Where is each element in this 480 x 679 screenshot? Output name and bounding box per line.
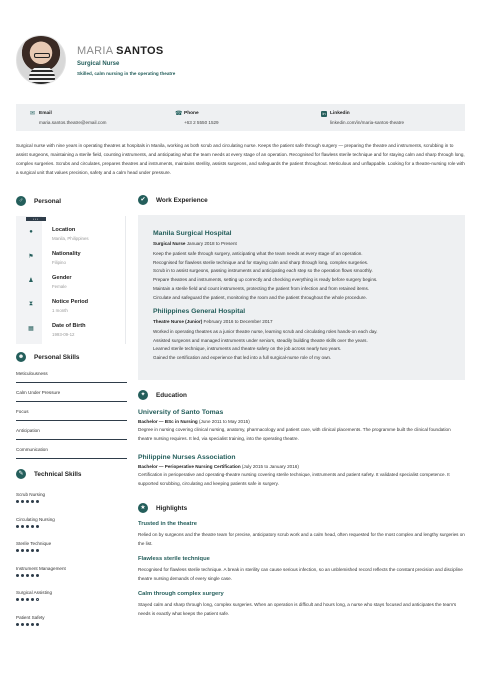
personal-label: Notice Period [52, 299, 89, 305]
resume-header [16, 35, 175, 85]
envelope-icon: ✉ [30, 111, 36, 117]
job-dates: February 2016 to December 2017 [203, 319, 273, 324]
education-entry [138, 409, 466, 443]
highlight-desc: Recognised for flawless sterile technique. A break in sterility can cause serious infection, so an unblemished record reflects the constant precision and discipline theatre nursing demands of every single case. [138, 567, 463, 581]
wrench-icon: ✎ [16, 469, 26, 479]
technical-skill-name: Circulating Nursing [16, 516, 55, 522]
skill-item: Anticipation [16, 426, 127, 440]
last-name: SANTOS [116, 44, 164, 57]
hourglass-icon: ⧗ [28, 301, 34, 307]
personal-item [22, 222, 126, 247]
degree-line [138, 419, 466, 424]
summary: Surgical nurse with nine years in operating theatres at hospitals in Manila, working as both scrub and circulating nurse. Keeps the patient safe through surgery — preparing the theatre and instruments, scrubbing in to assist surgeons, maintaining a sterile field, counting instruments, and anticipating what the team needs at every stage of an operation. Recognised for flawless sterile technique and for staying calm and sharp through long, complex surgeries. Scrubs and circulates, prepares theatres and instruments, maintains sterility, assists surgeons, and safeguards the patient throughout. Meticulous and unflappable. Looking for a theatre-nursing role with a surgical unit that values precision, safety and a calm head under pressure. [16, 143, 465, 175]
full-name [77, 45, 175, 57]
contact-linkedin [321, 111, 404, 125]
work-box [138, 215, 465, 380]
highlights-title: Highlights [156, 504, 188, 512]
skill-item: Focus [16, 407, 127, 421]
rating-dot-filled [16, 525, 19, 528]
highlight-item [138, 556, 466, 583]
company-name: Philippines General Hospital [153, 308, 246, 315]
degree-title: Bachelor — BSc in Nursing [138, 419, 198, 424]
flag-icon: ⚑ [28, 254, 34, 260]
technical-skill-name: Sterile Technique [16, 541, 52, 546]
rating-dot-filled [26, 574, 29, 577]
technical-skills-title: Technical Skills [34, 470, 82, 478]
name-block [77, 45, 175, 76]
school-name: Philippine Nurses Association [138, 454, 236, 461]
job-entry [153, 230, 458, 302]
highlight-desc: Stayed calm and sharp through long, complex surgeries. When an operation is difficult and hours long, a nurse who stays focused and anticipates the team's needs is exactly what keeps the patient safe. [138, 602, 457, 616]
technical-skill-name: Scrub Nursing [16, 492, 46, 497]
personal-item [22, 294, 126, 319]
highlight-title: Trusted in the theatre [138, 521, 197, 527]
contact-bar [16, 104, 465, 131]
phone-value[interactable]: +63 2 5550 1529 [184, 120, 219, 125]
highlight-title: Flawless sterile technique [138, 556, 210, 562]
skill-rating [16, 574, 127, 577]
technical-skill [16, 590, 127, 601]
personal-item [22, 246, 126, 271]
job-title: Surgical Nurse [77, 60, 120, 67]
rating-dot-filled [36, 500, 39, 503]
contact-phone [175, 111, 219, 125]
role-title: Surgical Nurse [153, 241, 186, 246]
contact-email [30, 111, 106, 125]
skill-rating [16, 500, 127, 503]
job-line: Maintain a sterile field and count instruments, protecting the patient from infection and from retained items. [153, 285, 370, 291]
personal-box [16, 216, 126, 344]
skill-rating [16, 623, 127, 626]
personal-value: Manila, Philippines [52, 236, 89, 241]
technical-skill-name: Instrument Management [16, 565, 66, 571]
skill-rating [16, 549, 127, 552]
role-title: Theatre Nurse (Junior) [153, 319, 203, 324]
skill-item: Meticulousness [16, 369, 127, 383]
degree-title: Bachelor — Perioperative Nursing Certification [138, 464, 241, 469]
work-heading [138, 195, 208, 205]
rating-dot-filled [26, 549, 29, 552]
highlights-heading [138, 503, 187, 513]
job-line: Circulate and safeguard the patient, monitoring the room and the patient throughout the whole procedure. [153, 294, 368, 300]
school-name: University of Santo Tomas [138, 409, 224, 416]
team-icon: ☻ [17, 354, 25, 360]
job-dates: January 2018 to Present [186, 241, 237, 246]
education-heading [138, 390, 187, 400]
personal-title: Personal [34, 197, 61, 205]
work-title: Work Experience [156, 196, 208, 204]
education-dates: (June 2011 to May 2015) [199, 419, 250, 424]
first-name: MARIA [77, 44, 113, 57]
job-line: Assisted surgeons and managed instruments under seniors, steadily building theatre skills over the years. [153, 337, 368, 343]
education-desc: Degree in nursing covering clinical nursing, anatomy, pharmacology and patient care, with clinical placements. The programme built the clinical foundation theatre nursing requires. It led, via specialist training, into the operating theatre. [138, 427, 451, 441]
highlight-desc: Relied on by surgeons and the theatre team for precise, anticipatory scrub work and a calm head, often requested for the most complex and lengthy surgeries on the list. [138, 532, 465, 546]
education-dates: (July 2015 to January 2016) [241, 464, 299, 469]
job-line: Recognised for flawless sterile technique and for staying calm and sharp through long, complex surgeries. [153, 259, 369, 265]
job-line: Scrub in to assist surgeons, passing instruments and anticipating each step so the operation flows smoothly. [153, 268, 373, 274]
email-label: Email [39, 111, 52, 116]
rating-dot-filled [26, 598, 29, 601]
personal-label: Location [52, 227, 76, 233]
highlight-title: Calm through complex surgery [138, 591, 224, 597]
rating-dot-filled [16, 500, 19, 503]
rating-dot-filled [31, 598, 34, 601]
rating-dot-filled [31, 525, 34, 528]
personal-label: Nationality [52, 251, 81, 257]
degree-line [138, 464, 466, 469]
job-line: Gained the certification and experience that led into a full surgical-nurse role of my own. [153, 355, 332, 361]
gender-icon: ♂ [16, 196, 26, 206]
skill-rating [16, 598, 127, 601]
phone-icon: ☎ [175, 111, 183, 117]
rating-dot-filled [36, 525, 39, 528]
skill-rating [16, 525, 127, 528]
linkedin-value[interactable]: linkedin.com/in/maria-santos-theatre [330, 120, 405, 125]
skill-item: Calm Under Pressure [16, 388, 127, 402]
technical-skill [16, 492, 127, 503]
job-entry [153, 308, 458, 363]
rating-dot-filled [36, 549, 39, 552]
technical-skill [16, 517, 127, 528]
tagline: Skilled, calm nursing in the operating theatre [77, 70, 176, 76]
briefcase-icon: ✔ [138, 195, 148, 205]
job-line: Worked in operating theatres as a junior theatre nurse, learning scrub and circulating roles hands-on each day. [153, 329, 378, 334]
job-line: Learned sterile technique, instruments and theatre safety on the job across nearly two years. [153, 346, 342, 352]
personal-label: Date of Birth [52, 323, 86, 329]
job-role [153, 319, 458, 324]
personal-value: 1 month [52, 308, 68, 313]
rating-dot-filled [36, 623, 39, 626]
technical-skill-name: Patient Safety [16, 614, 45, 620]
rating-dot-filled [16, 623, 19, 626]
personal-value: 1993-09-12 [52, 332, 75, 337]
education-desc: Certification in perioperative and operating-theatre nursing covering sterile technique, instruments and patient safety. It validated specialist competence. It supported scrubbing, circulating and keeping patients safe in surgery. [138, 472, 450, 486]
job-line: Prepare theatres and instruments, setting up correctly and checking everything is ready before surgery begins. [153, 277, 378, 283]
technical-skill [16, 615, 127, 626]
rating-dot-filled [16, 574, 19, 577]
rating-dot-filled [16, 598, 19, 601]
rating-dot-filled [31, 549, 34, 552]
personal-skills-heading [16, 352, 79, 362]
rating-dot-filled [31, 500, 34, 503]
personal-value: Filipino [52, 260, 66, 265]
rating-dot-filled [21, 623, 24, 626]
education-entry [138, 454, 466, 488]
star-icon: ★ [138, 503, 148, 513]
personal-item [22, 318, 126, 343]
calendar-icon: ▦ [28, 326, 34, 332]
graduation-cap-icon: ✦ [138, 390, 148, 400]
technical-skills-heading [16, 469, 81, 479]
linkedin-label: Linkedin [330, 111, 350, 116]
rating-dot-filled [26, 623, 29, 626]
rating-dot-filled [16, 549, 19, 552]
technical-skill [16, 566, 127, 577]
rating-dot-filled [21, 574, 24, 577]
phone-label: Phone [184, 111, 199, 116]
rating-dot-filled [21, 598, 24, 601]
personal-value: Female [52, 284, 67, 289]
rating-dot-filled [21, 500, 24, 503]
skill-item: Communication [16, 445, 127, 459]
company-name: Manila Surgical Hospital [153, 230, 232, 237]
rating-dot-filled [31, 623, 34, 626]
rating-dot-filled [21, 525, 24, 528]
personal-heading [16, 196, 61, 206]
rating-dot-filled [31, 574, 34, 577]
technical-skill-name: Surgical Assisting [16, 590, 53, 595]
personal-label: Gender [52, 275, 72, 281]
technical-skill [16, 541, 127, 552]
person-icon: ♟ [28, 278, 34, 284]
profile-photo [16, 35, 66, 85]
rating-dot-filled [26, 500, 29, 503]
rating-dot-filled [21, 549, 24, 552]
ellipsis-icon: ••• [26, 217, 46, 221]
job-role [153, 241, 458, 246]
highlight-item [138, 521, 466, 548]
education-title: Education [156, 391, 187, 399]
rating-dot-filled [26, 525, 29, 528]
rating-dot-filled [36, 574, 39, 577]
job-line: Keep the patient safe through surgery, anticipating what the team needs at every stage of an operation. [153, 251, 363, 256]
personal-item [22, 270, 126, 295]
personal-skills-title: Personal Skills [34, 353, 80, 361]
email-value[interactable]: maria.santos.theatre@email.com [39, 120, 107, 125]
rating-dot-empty [36, 598, 39, 601]
linkedin-icon: in [322, 111, 326, 116]
pin-icon: ● [29, 229, 33, 235]
highlight-item [138, 591, 466, 618]
